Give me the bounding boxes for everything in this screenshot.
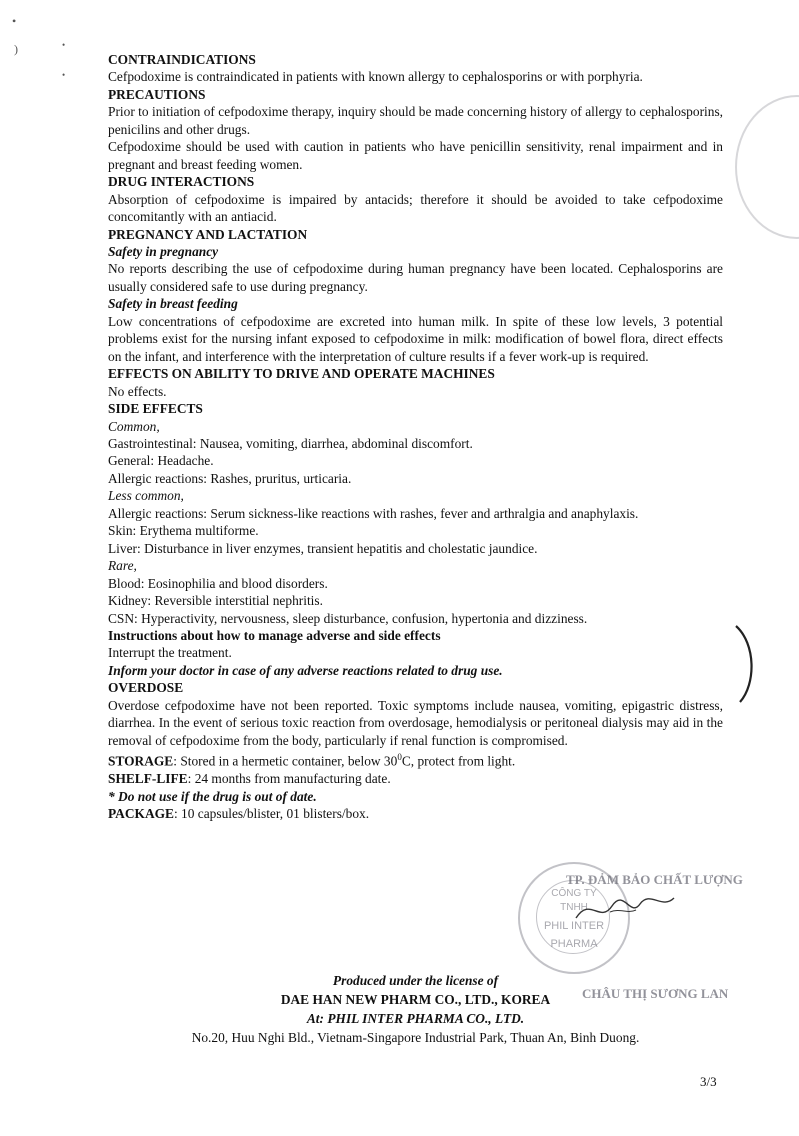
at-label: At: [306,1011,324,1026]
seal-line: PHIL INTER [543,920,605,932]
shelf-life-text: : 24 months from manufacturing date. [187,771,391,787]
scan-speck: • [12,14,17,28]
scan-speck: • [62,40,66,50]
stamp-edge [735,95,799,239]
side-effect-item: General: Headache. [108,453,214,469]
side-effect-item: Skin: Erythema multiforme. [108,523,259,539]
licensor-company: DAE HAN NEW PHARM CO., LTD., KOREA [280,992,551,1007]
shelf-life-label: SHELF-LIFE [108,771,188,787]
seal-line: PHARMA [550,938,598,950]
manufacturer-line [108,1009,723,1028]
page-number: 3/3 [700,1074,717,1089]
contraindications-text: Cefpodoxime is contraindicated in patients with known allergy to cephalosporins or with porphyria. [108,69,643,85]
contraindications-heading: CONTRAINDICATIONS [108,52,256,67]
side-effects-heading: SIDE EFFECTS [108,401,203,417]
manage-text: Interrupt the treatment. [108,645,232,661]
package-text: : 10 capsules/blister, 01 blisters/box. [173,805,370,821]
scan-speck: • [62,70,66,80]
signature-mark [570,888,680,928]
precautions-p2: Cefpodoxime should be used with caution in patients who have penicillin sensitivity, renal impairment and in pregnant and breast feeding women. [108,139,723,172]
seal-line: TNHH [560,902,588,913]
side-effect-item: Blood: Eosinophilia and blood disorders. [108,575,328,591]
storage-superscript: 0 [397,752,402,763]
overdose-heading: OVERDOSE [108,680,184,696]
breastfeeding-subheading: Safety in breast feeding [108,296,238,312]
side-effect-item: CSN: Hyperactivity, nervousness, sleep disturbance, confusion, hypertonia and dizziness. [108,610,588,626]
stamp-name: CHÂU THỊ SƯƠNG LAN [582,986,729,1001]
manage-heading: Instructions about how to manage adverse and side effects [108,627,441,643]
overdose-text: Overdose cefpodoxime have not been reported. Toxic symptoms include nausea, vomiting, epigastric distress, diarrhea. In the event of serious toxic reaction from overdosage, hemodialysis or peritoneal dialysis may aid in the removal of cefpodoxime from the body, particularly if renal function is compromised. [108,697,723,748]
less-common-label: Less common, [108,488,184,504]
shelf-life-line [108,770,723,787]
margin-bracket [732,624,762,704]
storage-text: : Stored in a hermetic container, below 30 [173,753,398,769]
package-label: PACKAGE [108,805,174,821]
side-effect-item: Allergic reactions: Rashes, pruritus, urticaria. [108,470,352,486]
storage-label: STORAGE [108,753,174,769]
side-effect-item: Kidney: Reversible interstitial nephritis. [108,593,323,609]
seal-line: CÔNG TY [551,888,597,899]
document-body [108,51,723,822]
side-effect-item: Allergic reactions: Serum sickness-like reactions with rashes, fever and arthralgia and anaphylaxis. [108,505,639,521]
license-line: Produced under the license of [332,973,499,988]
breastfeeding-text: Low concentrations of cefpodoxime are excreted into human milk. In spite of these low levels, 3 potential problems exist for the nursing infant exposed to cefpodoxime in milk: modification of bowel flora, direct effects on the infant, and interference with the interpretation of culture results if a fever work-up is required. [108,313,723,364]
side-effect-item: Gastrointestinal: Nausea, vomiting, diarrhea, abdominal discomfort. [108,435,473,451]
manufacturer-address: No.20, Huu Nghi Bld., Vietnam-Singapore Industrial Park, Thuan An, Binh Duong. [191,1030,640,1045]
interactions-text: Absorption of cefpodoxime is impaired by antacids; therefore it should be avoided to take cefpodoxime concomitantly with an antiacid. [108,191,723,225]
precautions-heading: PRECAUTIONS [108,86,206,102]
rare-label: Rare, [108,558,137,574]
manufacturer-company: PHIL INTER PHARMA CO., LTD. [327,1011,525,1026]
common-label: Common, [108,418,160,434]
expiry-warning: * Do not use if the drug is out of date. [108,788,317,804]
storage-text-after: C, protect from light. [401,753,516,769]
package-line [108,805,723,822]
storage-line [108,749,723,770]
pregnancy-text: No reports describing the use of cefpodoxime during human pregnancy have been located. Cephalosporins are usually considered safe to use during pregnancy. [108,261,723,294]
stamp-title: TP. ĐẢM BẢO CHẤT LƯỢNG [566,872,743,887]
scan-speck: ) [14,42,18,56]
pregnancy-subheading: Safety in pregnancy [108,243,219,259]
footer [108,971,723,1047]
interactions-heading: DRUG INTERACTIONS [108,174,255,190]
driving-text: No effects. [108,383,167,399]
pregnancy-heading: PREGNANCY AND LACTATION [108,226,308,242]
inform-doctor-note: Inform your doctor in case of any adverse reactions related to drug use. [108,662,503,678]
side-effect-item: Liver: Disturbance in liver enzymes, transient hepatitis and cholestatic jaundice. [108,540,538,556]
precautions-p1: Prior to initiation of cefpodoxime therapy, inquiry should be made concerning history of allergy to cephalosporins, penicilins and other drugs. [108,104,723,137]
driving-heading: EFFECTS ON ABILITY TO DRIVE AND OPERATE MACHINES [108,366,495,382]
